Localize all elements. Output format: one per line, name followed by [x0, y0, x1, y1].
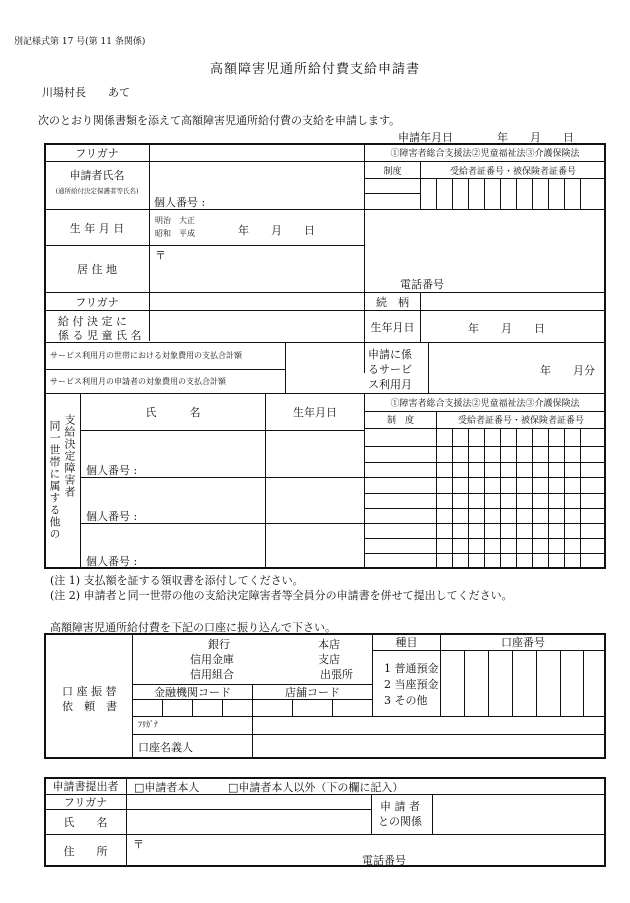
household-system-label: 制 度	[386, 416, 414, 426]
submitter-phone-label: 電話番号	[362, 854, 406, 867]
service-month-label-3: ス利用月	[368, 378, 412, 391]
form-number: 別記様式第 17 号(第 11 条関係)	[14, 37, 146, 47]
child-name-label-2: 係 る 児 童 氏 名	[58, 329, 142, 342]
era-line2: 昭和 平成	[155, 229, 195, 238]
household-birth-header: 生年月日	[293, 406, 337, 419]
address-postal-mark: 〒	[155, 249, 166, 262]
note-1: (注 1) 支払額を証する領収書を添付してください。	[50, 574, 304, 587]
bank-option-honten: 本店	[318, 638, 340, 651]
applicant-birth-label: 生 年 月 日	[69, 221, 125, 235]
bank-label-2: 依 頼 書	[62, 700, 117, 713]
bank-option-kumiai: 信用組合	[190, 668, 234, 681]
bank-label-1: 口 座 振 替	[62, 685, 117, 698]
household-personal-number-1: 個人番号 :	[86, 464, 138, 477]
submitter-name-label: 氏 名	[63, 816, 108, 829]
household-name-header: 氏 名	[145, 406, 201, 419]
submitter-postal-mark: 〒	[133, 838, 144, 851]
submitter-furigana-label: フリガナ	[63, 796, 108, 809]
applicant-furigana-label: フリガナ	[75, 146, 119, 160]
service-month-label-1: 申請に係	[368, 348, 412, 361]
institution-code-label: 金融機関コード	[154, 685, 231, 699]
submitter-relation-2: との関係	[378, 815, 422, 828]
submitter-option-self[interactable]: □申請者本人	[134, 781, 200, 794]
applicant-name-note: (通所給付決定保護者等氏名)	[55, 186, 139, 195]
form-title: 高額障害児通所給付費支給申請書	[210, 62, 421, 77]
child-relation-label: 続 柄	[376, 295, 409, 309]
child-furigana-label: フリガナ	[75, 295, 119, 309]
application-date: 申請年月日 年 月 日	[398, 131, 574, 144]
household-side-label: 同一世帯に属する他の	[48, 420, 61, 540]
bank-option-shiten: 支店	[318, 653, 340, 666]
submitter-address-label: 住 所	[63, 844, 108, 858]
account-holder-label: 口座名義人	[138, 741, 193, 754]
child-name-label-1: 給 付 決 定 に	[58, 315, 127, 328]
applicant-personal-number: 個人番号 :	[154, 196, 206, 209]
bank-option-shinkin: 信用金庫	[190, 653, 234, 666]
account-type-label: 種目	[395, 636, 418, 649]
child-birth-ymd: 年 月 日	[468, 322, 545, 335]
note-2: (注 2) 申請者と同一世帯の他の支給決定障害者等全員分の申請書を併せて提出してください。	[50, 589, 513, 602]
submitter-label: 申請書提出者	[52, 780, 119, 793]
bank-option-bank: 銀行	[208, 638, 230, 651]
household-total-label: サービス利用月の世帯における対象費用の支払合計額	[50, 351, 242, 360]
applicant-system-label: 制度	[383, 166, 402, 177]
intro-text: 次のとおり関係書類を添えて高額障害児通所給付費の支給を申請します。	[38, 114, 401, 127]
household-personal-number-3: 個人番号 :	[86, 555, 138, 568]
branch-code-label: 店舗コード	[285, 685, 340, 699]
applicant-name-label: 申請者氏名	[69, 169, 125, 182]
household-law-choice: ①障害者総合支援法②児童福祉法③介護保険法	[390, 399, 580, 409]
bank-intro: 高額障害児通所給付費を下記の口座に振り込んで下さい。	[50, 621, 336, 634]
service-month-ym: 年 月分	[540, 364, 595, 377]
applicant-birth-ymd: 年 月 日	[238, 224, 315, 237]
account-type-3: 3 その他	[384, 694, 428, 707]
era-line1: 明治 大正	[155, 216, 195, 225]
bank-option-shuchojo: 出張所	[320, 668, 353, 681]
applicant-total-label: サービス利用月の申請者の対象費用の支払合計額	[50, 377, 226, 386]
account-number-label: 口座番号	[501, 636, 545, 649]
submitter-relation-1: 申 請 者	[380, 800, 420, 813]
address-label: 居 住 地	[77, 263, 117, 276]
service-month-label-2: るサービ	[368, 363, 412, 376]
submitter-option-other[interactable]: □申請者本人以外（下の欄に記入）	[228, 781, 404, 794]
account-type-1: 1 普通預金	[384, 662, 439, 675]
addressee: 川場村長 あて	[42, 86, 130, 99]
child-birth-label: 生年月日	[370, 320, 415, 334]
address-phone-label: 電話番号	[400, 278, 444, 291]
holder-furigana-label: ﾌﾘｶﾞﾅ	[138, 720, 158, 729]
household-personal-number-2: 個人番号 :	[86, 510, 138, 523]
account-type-2: 2 当座預金	[384, 678, 439, 691]
household-recipient-no-label: 受給者証番号・被保険者証番号	[457, 416, 584, 426]
applicant-law-choice: ①障害者総合支援法②児童福祉法③介護保険法	[390, 149, 580, 159]
household-side-label-2: 支給決定障害者	[63, 414, 76, 498]
applicant-recipient-no-label: 受給者証番号・被保険者証番号	[449, 166, 576, 177]
